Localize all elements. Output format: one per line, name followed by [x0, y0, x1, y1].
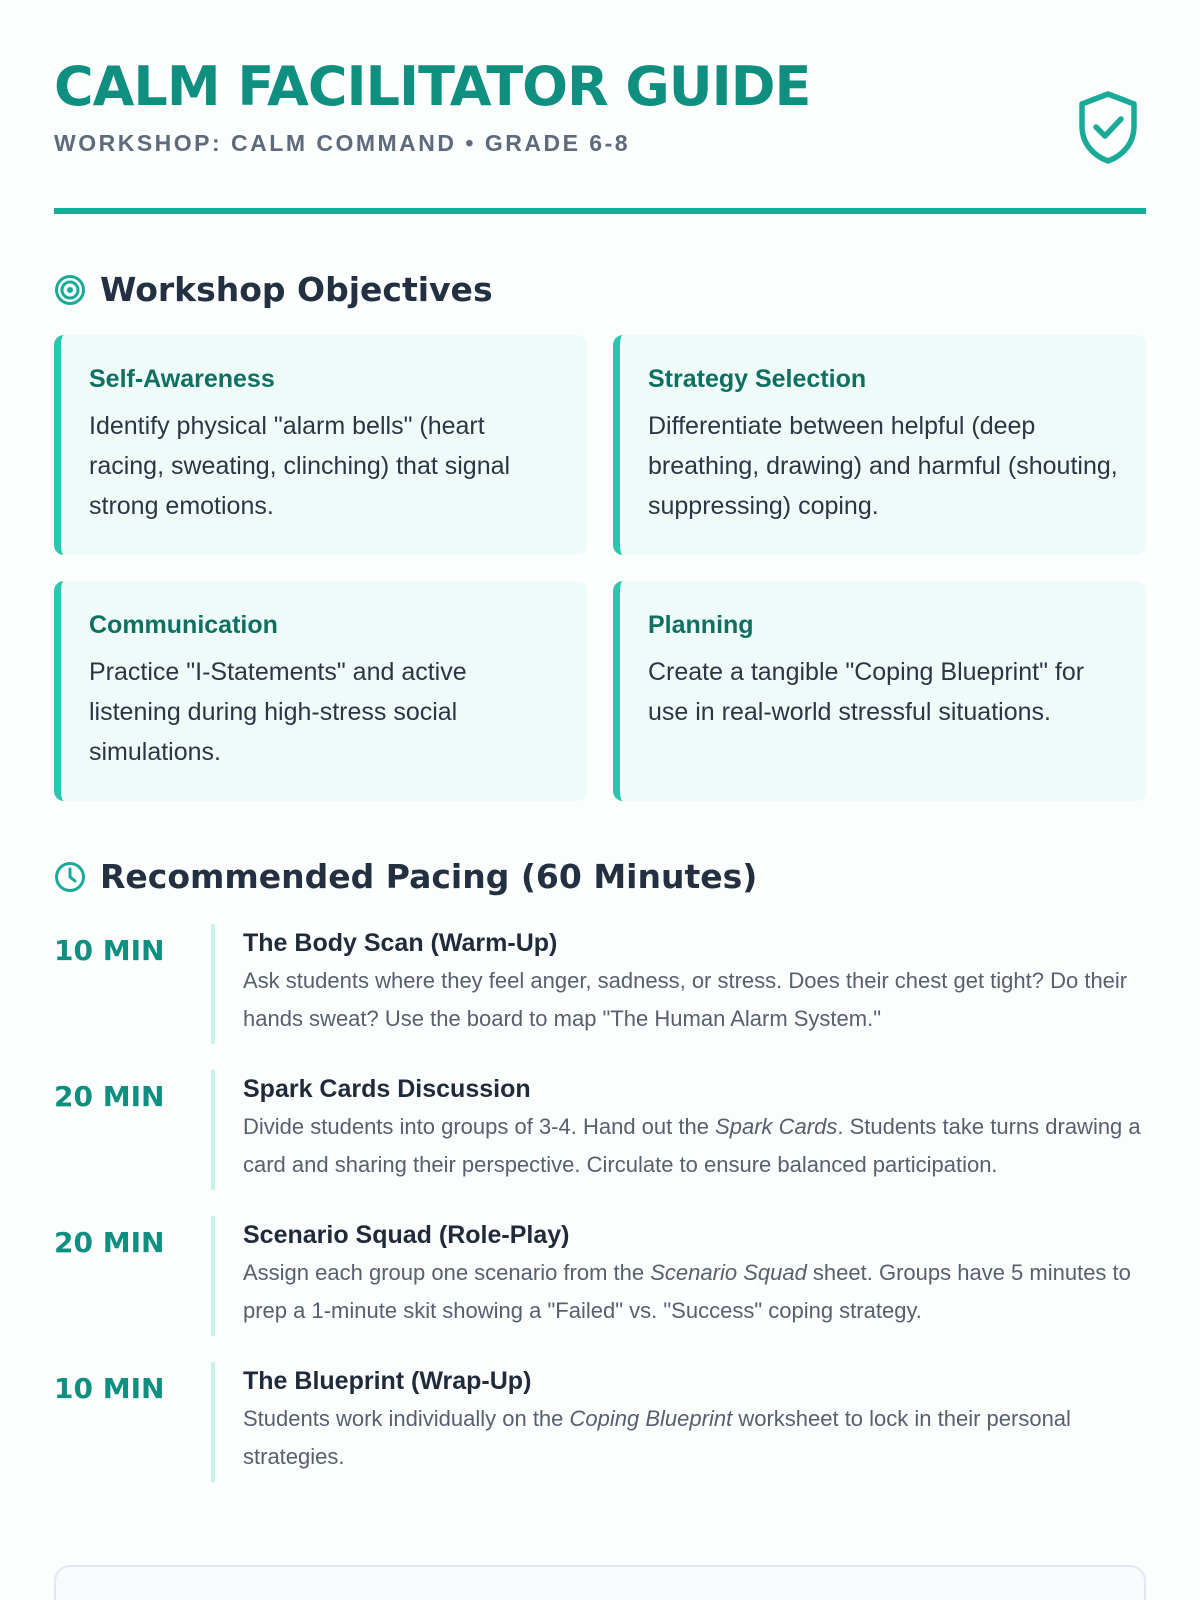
- next-section-card: [54, 1565, 1146, 1600]
- objective-title: Planning: [648, 611, 754, 639]
- objective-card-communication: [54, 581, 587, 801]
- step-description: Students work individually on the Coping Blueprint worksheet to lock in their personal strategies.: [243, 1406, 1071, 1469]
- step-title: Scenario Squad (Role-Play): [243, 1221, 570, 1249]
- step-body: [211, 1070, 1146, 1190]
- target-icon: [54, 274, 86, 306]
- step-body: [211, 1362, 1146, 1482]
- step-title: The Blueprint (Wrap-Up): [243, 1367, 532, 1395]
- step-title: The Body Scan (Warm-Up): [243, 929, 558, 957]
- pacing-step: [54, 1216, 1146, 1336]
- shield-check-icon: [1076, 90, 1140, 164]
- pacing-step: [54, 1362, 1146, 1482]
- step-description: Assign each group one scenario from the Scenario Squad sheet. Groups have 5 minutes to prep a 1-minute skit showing a "Failed" vs. "Success" coping strategy.: [243, 1260, 1131, 1323]
- objective-description: Differentiate between helpful (deep breathing, drawing) and harmful (shouting, suppressing) coping.: [648, 412, 1118, 520]
- objective-card-planning: [613, 581, 1146, 801]
- step-title: Spark Cards Discussion: [243, 1075, 531, 1103]
- step-body: [211, 1216, 1146, 1336]
- objective-title: Communication: [89, 611, 278, 639]
- step-body: [211, 924, 1146, 1044]
- pacing-heading: [54, 857, 1146, 896]
- page-title: CALM FACILITATOR GUIDE: [54, 55, 811, 118]
- pacing-title: Recommended Pacing (60 Minutes): [100, 857, 758, 896]
- objective-description: Create a tangible "Coping Blueprint" for use in real-world stressful situations.: [648, 658, 1085, 726]
- objective-card-strategy-selection: [613, 335, 1146, 555]
- step-duration: 20 MIN: [54, 1226, 165, 1259]
- objectives-grid: [54, 335, 1146, 801]
- pacing-step: [54, 924, 1146, 1044]
- step-description: Ask students where they feel anger, sadness, or stress. Does their chest get tight? Do their hands sweat? Use the board to map "The Human Alarm System.": [243, 968, 1128, 1031]
- objective-title: Self-Awareness: [89, 365, 275, 393]
- objective-card-self-awareness: [54, 335, 587, 555]
- step-duration: 10 MIN: [54, 1372, 165, 1405]
- objectives-title: Workshop Objectives: [100, 270, 493, 309]
- objective-description: Identify physical "alarm bells" (heart racing, sweating, clinching) that signal strong emotions.: [89, 412, 511, 520]
- guide-header: [54, 0, 1146, 214]
- step-description: Divide students into groups of 3-4. Hand out the Spark Cards. Students take turns drawing a card and sharing their perspective. Circulate to ensure balanced participation.: [243, 1114, 1141, 1177]
- step-duration: 20 MIN: [54, 1080, 165, 1113]
- pacing-step: [54, 1070, 1146, 1190]
- page-subtitle: WORKSHOP: CALM COMMAND • GRADE 6-8: [54, 130, 631, 156]
- pacing-timeline: [54, 924, 1146, 1482]
- objective-description: Practice "I-Statements" and active listening during high-stress social simulations.: [89, 658, 467, 766]
- clock-icon: [54, 861, 86, 893]
- objective-title: Strategy Selection: [648, 365, 867, 393]
- objectives-heading: [54, 270, 1146, 309]
- step-duration: 10 MIN: [54, 934, 165, 967]
